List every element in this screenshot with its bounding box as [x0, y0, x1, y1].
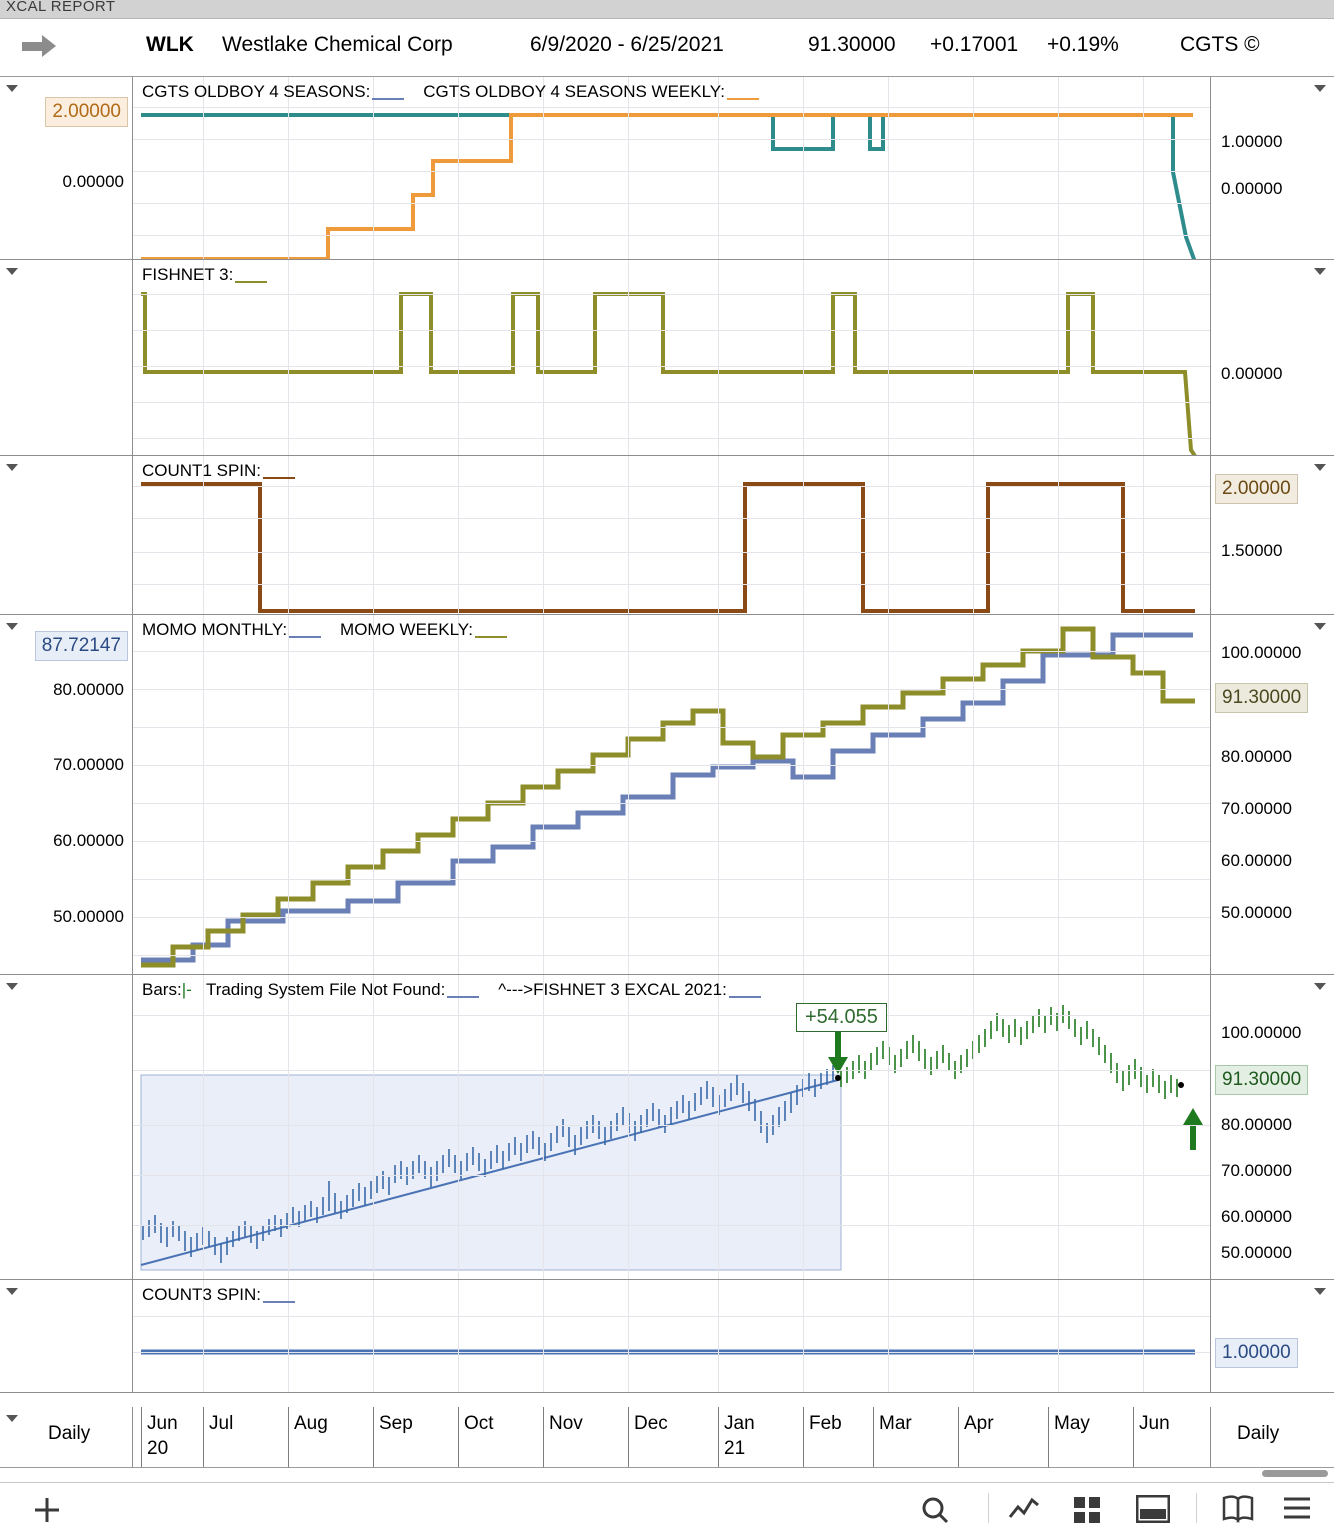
left-tick: 0.00000	[62, 172, 124, 191]
axis-tick-label: Jul	[209, 1413, 234, 1434]
chevron-down-icon[interactable]	[1314, 1288, 1326, 1295]
axis-ticks	[133, 1407, 1210, 1467]
last-price-label: 91.30000	[808, 33, 896, 56]
gridlines	[133, 77, 1210, 259]
left-axis-bars	[0, 975, 133, 1279]
add-icon[interactable]	[32, 1495, 62, 1530]
left-axis-oldboy	[0, 77, 133, 259]
search-icon[interactable]	[920, 1495, 950, 1530]
plot-count3spin[interactable]	[133, 1280, 1210, 1392]
pane-count1spin[interactable]	[0, 456, 1334, 615]
pane-fishnet3[interactable]	[0, 260, 1334, 456]
right-axis-momo	[1210, 615, 1334, 974]
title-bar	[0, 0, 1334, 19]
bottom-toolbar	[0, 1482, 1334, 1535]
right-tick: 80.00000	[1221, 1115, 1292, 1134]
right-tick: 60.00000	[1221, 851, 1292, 870]
axis-right-gutter	[1210, 1407, 1334, 1467]
toolbar-divider	[1196, 1493, 1197, 1523]
axis-tick-label: Feb	[809, 1413, 842, 1434]
chevron-down-icon[interactable]	[1314, 85, 1326, 92]
right-axis-oldboy	[1210, 77, 1334, 259]
company-name-label: Westlake Chemical Corp	[222, 33, 453, 56]
gridlines	[133, 975, 1210, 1279]
gridlines	[133, 260, 1210, 455]
right-tick: 0.00000	[1221, 179, 1283, 198]
chevron-down-icon[interactable]	[6, 464, 18, 471]
axis-tick-label: Apr	[964, 1413, 994, 1434]
axis-tick-label: Aug	[294, 1413, 328, 1434]
axis-tick-label: Dec	[634, 1413, 668, 1434]
chevron-down-icon[interactable]	[6, 983, 18, 990]
right-tick: 100.00000	[1221, 643, 1302, 662]
right-tick: 50.00000	[1221, 1243, 1292, 1262]
pane-label-oldboy: CGTS OLDBOY 4 SEASONS: CGTS OLDBOY 4 SEASONS WEEKLY:	[142, 82, 759, 102]
toolbar-divider	[988, 1493, 989, 1523]
right-value-count3spin: 1.00000	[1215, 1338, 1298, 1368]
plot-oldboy[interactable]	[133, 77, 1210, 259]
right-axis-count3spin	[1210, 1280, 1334, 1392]
window-title: XCAL REPORT	[6, 0, 116, 15]
trade-annotation: +54.055	[796, 1003, 887, 1032]
right-tick: 1.50000	[1221, 541, 1283, 560]
grid-icon[interactable]	[1072, 1495, 1102, 1530]
right-tick: 70.00000	[1221, 1161, 1292, 1180]
pane-label-fishnet3: FISHNET 3:	[142, 265, 267, 285]
left-axis-momo	[0, 615, 133, 974]
pane-oldboy[interactable]	[0, 77, 1334, 260]
axis-tick-label: Jan	[724, 1413, 755, 1434]
instrument-header	[0, 19, 1334, 77]
axis-tick-sublabel: 20	[147, 1438, 169, 1459]
pane-label-bars: Bars:|- Trading System File Not Found: ^--->FISHNET 3 EXCAL 2021:	[142, 980, 761, 1000]
axis-tick-label: Jun	[1139, 1413, 1170, 1434]
pane-label-momo: MOMO MONTHLY: MOMO WEEKLY:	[142, 620, 507, 640]
left-axis-count1spin	[0, 456, 133, 614]
symbol-label: WLK	[146, 33, 194, 56]
axis-tick-sublabel: 21	[724, 1438, 746, 1459]
plot-count1spin[interactable]	[133, 456, 1210, 614]
menu-icon[interactable]	[1282, 1495, 1312, 1526]
right-tick: 0.00000	[1221, 364, 1283, 383]
axis-tick-label: Jun	[147, 1413, 178, 1434]
chevron-down-icon[interactable]	[6, 623, 18, 630]
axis-tick-label: May	[1054, 1413, 1090, 1434]
right-tick: 80.00000	[1221, 747, 1292, 766]
pane-bars[interactable]	[0, 975, 1334, 1280]
axis-right-label: Daily	[1237, 1423, 1280, 1444]
pane-label-count3spin: COUNT3 SPIN:	[142, 1285, 295, 1305]
left-tick: 80.00000	[53, 680, 124, 699]
left-tick: 70.00000	[53, 755, 124, 774]
pane-label-count1spin: COUNT1 SPIN:	[142, 461, 295, 481]
left-value-momo: 87.72147	[35, 631, 128, 661]
plot-momo[interactable]	[133, 615, 1210, 974]
date-range-label: 6/9/2020 - 6/25/2021	[530, 33, 724, 56]
chevron-down-icon[interactable]	[6, 1415, 18, 1422]
pane-momo[interactable]	[0, 615, 1334, 975]
chevron-down-icon[interactable]	[1314, 268, 1326, 275]
right-tick: 100.00000	[1221, 1023, 1302, 1042]
left-value-oldboy: 2.00000	[45, 97, 128, 127]
right-value-count1spin: 2.00000	[1215, 474, 1298, 504]
right-axis-bars	[1210, 975, 1334, 1279]
book-icon[interactable]	[1222, 1495, 1254, 1528]
axis-left-label: Daily	[48, 1423, 91, 1444]
time-axis[interactable]	[0, 1407, 1334, 1468]
right-tick: 1.00000	[1221, 132, 1283, 151]
right-axis-fishnet3	[1210, 260, 1334, 455]
right-tick: 70.00000	[1221, 799, 1292, 818]
right-tick: 60.00000	[1221, 1207, 1292, 1226]
plot-fishnet3[interactable]	[133, 260, 1210, 455]
chevron-down-icon[interactable]	[1314, 464, 1326, 471]
chevron-down-icon[interactable]	[6, 85, 18, 92]
left-axis-count3spin	[0, 1280, 133, 1392]
axis-tick-label: Oct	[464, 1413, 494, 1434]
layout-icon[interactable]	[1136, 1495, 1170, 1528]
chart-stack	[0, 77, 1334, 1407]
horizontal-scrollbar[interactable]	[1262, 1470, 1328, 1477]
line-chart-icon[interactable]	[1008, 1495, 1040, 1530]
pane-count3spin[interactable]	[0, 1280, 1334, 1393]
right-tick: 50.00000	[1221, 903, 1292, 922]
chevron-down-icon[interactable]	[6, 1288, 18, 1295]
chevron-down-icon[interactable]	[6, 268, 18, 275]
axis-tick-label: Sep	[379, 1413, 413, 1434]
left-tick: 60.00000	[53, 831, 124, 850]
right-axis-count1spin	[1210, 456, 1334, 614]
arrow-right-icon[interactable]	[22, 35, 56, 57]
change-label: +0.17001	[930, 33, 1019, 56]
plot-bars[interactable]	[133, 975, 1210, 1279]
axis-tick-label: Nov	[549, 1413, 583, 1434]
chevron-down-icon[interactable]	[1314, 983, 1326, 990]
gridlines	[133, 615, 1210, 974]
left-tick: 50.00000	[53, 907, 124, 926]
chevron-down-icon[interactable]	[1314, 623, 1326, 630]
brand-label: CGTS ©	[1180, 33, 1260, 56]
change-percent-label: +0.19%	[1047, 33, 1119, 56]
left-axis-fishnet3	[0, 260, 133, 455]
axis-left-gutter	[0, 1407, 133, 1467]
axis-tick-label: Mar	[879, 1413, 912, 1434]
right-value-momo: 91.30000	[1215, 683, 1308, 713]
right-value-bars: 91.30000	[1215, 1065, 1308, 1095]
